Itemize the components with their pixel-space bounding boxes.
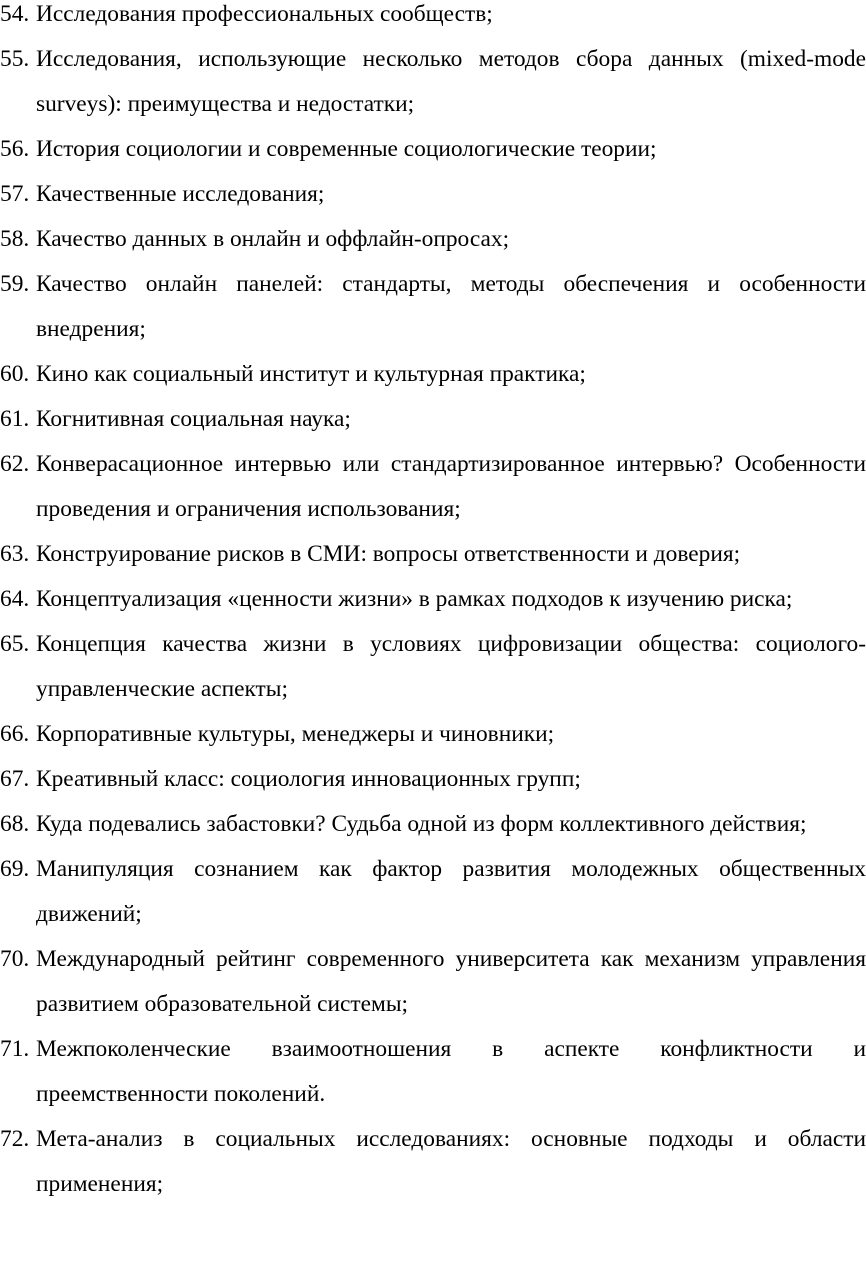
item-number: 55.	[0, 46, 30, 72]
list-item	[0, 532, 866, 577]
item-number: 59.	[0, 271, 30, 297]
item-text: Международный рейтинг современного университета как механизм управления развитием образовательной системы;	[36, 946, 866, 1017]
item-text: История социологии и современные социологические теории;	[36, 136, 657, 162]
item-text: Куда подевались забастовки? Судьба одной из форм коллективного действия;	[36, 811, 807, 837]
item-text: Конструирование рисков в СМИ: вопросы ответственности и доверия;	[36, 541, 741, 567]
item-text: Креативный класс: социология инновационных групп;	[36, 766, 581, 792]
list-item	[0, 1117, 866, 1207]
item-text: Мета-анализ в социальных исследованиях: основные подходы и области применения;	[36, 1126, 866, 1197]
item-number: 58.	[0, 226, 30, 252]
list-item	[0, 757, 866, 802]
item-number: 65.	[0, 631, 30, 657]
item-number: 61.	[0, 406, 30, 432]
list-item	[0, 847, 866, 937]
list-item	[0, 712, 866, 757]
item-number: 66.	[0, 721, 30, 747]
list-item	[0, 1027, 866, 1117]
item-text: Концептуализация «ценности жизни» в рамках подходов к изучению риска;	[36, 586, 793, 612]
list-item	[0, 577, 866, 622]
item-text: Межпоколенческие взаимоотношения в аспекте конфликтности и преемственности поколений.	[36, 1036, 866, 1107]
item-number: 64.	[0, 586, 30, 612]
list-item	[0, 37, 866, 127]
item-number: 68.	[0, 811, 30, 837]
list-item	[0, 442, 866, 532]
item-number: 69.	[0, 856, 30, 882]
list-item	[0, 802, 866, 847]
list-item	[0, 352, 866, 397]
item-number: 60.	[0, 361, 30, 387]
item-number: 56.	[0, 136, 30, 162]
item-text: Исследования профессиональных сообществ;	[36, 1, 493, 27]
item-text: Конверасационное интервью или стандартизированное интервью? Особенности проведения и ограничения использования;	[36, 451, 866, 522]
item-text: Исследования, использующие несколько методов сбора данных (mixed-mode surveys): преимущества и недостатки;	[36, 46, 866, 117]
item-text: Когнитивная социальная наука;	[36, 406, 351, 432]
list-item	[0, 937, 866, 1027]
list-item	[0, 217, 866, 262]
item-text: Качество данных в онлайн и оффлайн-опросах;	[36, 226, 510, 252]
item-number: 54.	[0, 1, 30, 27]
item-number: 72.	[0, 1126, 30, 1152]
item-number: 70.	[0, 946, 30, 972]
item-text: Качество онлайн панелей: стандарты, методы обеспечения и особенности внедрения;	[36, 271, 866, 342]
list-item	[0, 262, 866, 352]
item-number: 67.	[0, 766, 30, 792]
item-text: Качественные исследования;	[36, 181, 325, 207]
list-item	[0, 172, 866, 217]
item-number: 57.	[0, 181, 30, 207]
list-item	[0, 127, 866, 172]
list-item	[0, 0, 866, 37]
item-number: 71.	[0, 1036, 30, 1062]
item-number: 63.	[0, 541, 30, 567]
item-number: 62.	[0, 451, 30, 477]
list-item	[0, 397, 866, 442]
item-text: Манипуляция сознанием как фактор развития молодежных общественных движений;	[36, 856, 866, 927]
list-item	[0, 622, 866, 712]
item-text: Корпоративные культуры, менеджеры и чиновники;	[36, 721, 555, 747]
item-text: Кино как социальный институт и культурная практика;	[36, 361, 586, 387]
item-text: Концепция качества жизни в условиях цифровизации общества: социолого-управленческие аспекты;	[36, 631, 866, 702]
